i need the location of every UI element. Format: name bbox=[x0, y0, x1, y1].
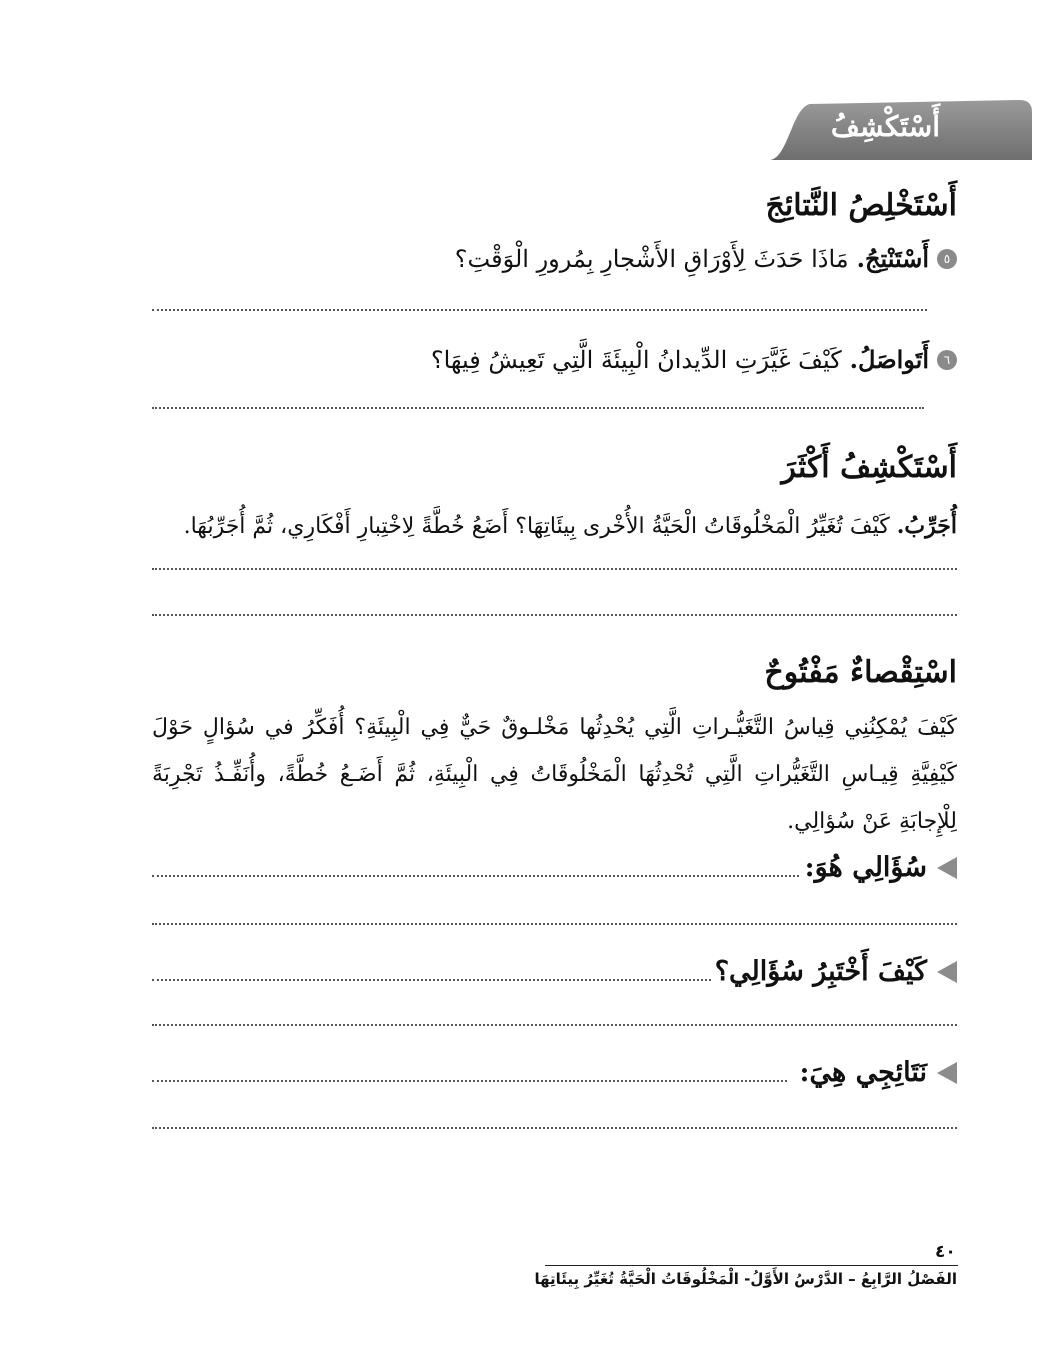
answer-line-explore-2[interactable] bbox=[152, 614, 957, 616]
answer-line-test-2[interactable] bbox=[152, 1024, 957, 1026]
answer-line-results-2[interactable] bbox=[152, 1127, 957, 1129]
tab-label: أَسْتَكْشِفُ bbox=[830, 110, 940, 143]
explore-tab bbox=[770, 100, 1032, 160]
answer-line-question[interactable] bbox=[152, 875, 807, 877]
question-5-lead: أَسْتَنْتِجُ. bbox=[856, 244, 929, 273]
triangle-bullet-icon bbox=[937, 961, 957, 983]
footer-chapter-text: الفَصْلُ الرَّابِعُ – الدَّرْسُ الأَوَّلُ- الْمَخْلُوقَاتُ الْحَيَّةُ تُغَيِّرُ بِيئَاتِهَا bbox=[534, 1270, 957, 1288]
answer-line-6[interactable] bbox=[152, 407, 924, 409]
page-number: ٤٠ bbox=[935, 1242, 956, 1262]
prompt-test bbox=[711, 956, 957, 987]
question-number-5: ٥ bbox=[937, 249, 957, 269]
question-5 bbox=[455, 244, 957, 273]
question-6-text: كَيْفَ غَيَّرَتِ الدِّيدانُ الْبِيئَةَ الَّتِي تَعِيشُ فِيهَا؟ bbox=[430, 345, 842, 374]
answer-line-results[interactable] bbox=[152, 1080, 787, 1082]
open-inquiry-paragraph: كَيْفَ يُمْكِنُنِي قِياسُ التَّغَيُّـراتِ الَّتِي يُحْدِثُها مَخْلـوقٌ حَيٌّ فِي الْبِيئَةِ؟ أُفَكِّرُ في سُؤالٍ حَوْلَ كَيْفِيَّةِ قِيـاسِ التَّغَيُّراتِ الَّتِي تُحْدِثُهَا الْمَخْلُوقَاتُ فِي الْبِيئَةِ، ثُمَّ أَضَـعُ خُطَّةً، وأُنَفِّـذُ تَجْرِبَةً لِلْإِجابَةِ عَنْ سُؤالِي. bbox=[152, 715, 957, 834]
question-6 bbox=[431, 345, 957, 374]
explore-more-lead: أُجَرِّبُ. bbox=[896, 513, 957, 539]
explore-more-heading: أَسْتَكْشِفُ أَكْثَرَ bbox=[781, 450, 957, 485]
prompt-results bbox=[796, 1057, 957, 1088]
prompt-question bbox=[801, 852, 957, 883]
explore-more-paragraph bbox=[152, 503, 957, 550]
explore-more-text: كَيْفَ تُغَيِّرُ الْمَخْلُوقَاتُ الْحَيَّةُ الأُخْرى بِيئَاتِهَا؟ أَضَعُ خُطَّةً لِاخْتِبارِ أَفْكَارِي، ثُمَّ أُجَرِّبُهَا. bbox=[183, 514, 890, 539]
prompt-results-label: نَتَائِجِي هِيَ: bbox=[799, 1057, 927, 1088]
question-6-lead: أَتَواصَلُ. bbox=[849, 345, 929, 374]
answer-line-question-2[interactable] bbox=[152, 923, 957, 925]
answer-line-explore-1[interactable] bbox=[152, 568, 957, 570]
answer-line-test[interactable] bbox=[152, 979, 727, 981]
triangle-bullet-icon bbox=[937, 1062, 957, 1084]
question-5-text: مَاذَا حَدَثَ لِأَوْرَاقِ الأَشْجارِ بِمُرورِ الْوَقْتِ؟ bbox=[454, 244, 849, 273]
triangle-bullet-icon bbox=[937, 857, 957, 879]
conclusions-heading: أَسْتَخْلِصُ النَّتائِجَ bbox=[765, 188, 957, 223]
answer-line-5[interactable] bbox=[152, 309, 927, 311]
prompt-test-label: كَيْفَ أَخْتَبِرُ سُؤَالِي؟ bbox=[714, 956, 927, 987]
prompt-question-label: سُؤَالِي هُوَ: bbox=[804, 852, 927, 883]
footer-divider bbox=[545, 1265, 958, 1266]
open-inquiry-heading: اسْتِقْصاءٌ مَفْتُوحٌ bbox=[764, 655, 957, 690]
question-number-6: ٦ bbox=[937, 350, 957, 370]
